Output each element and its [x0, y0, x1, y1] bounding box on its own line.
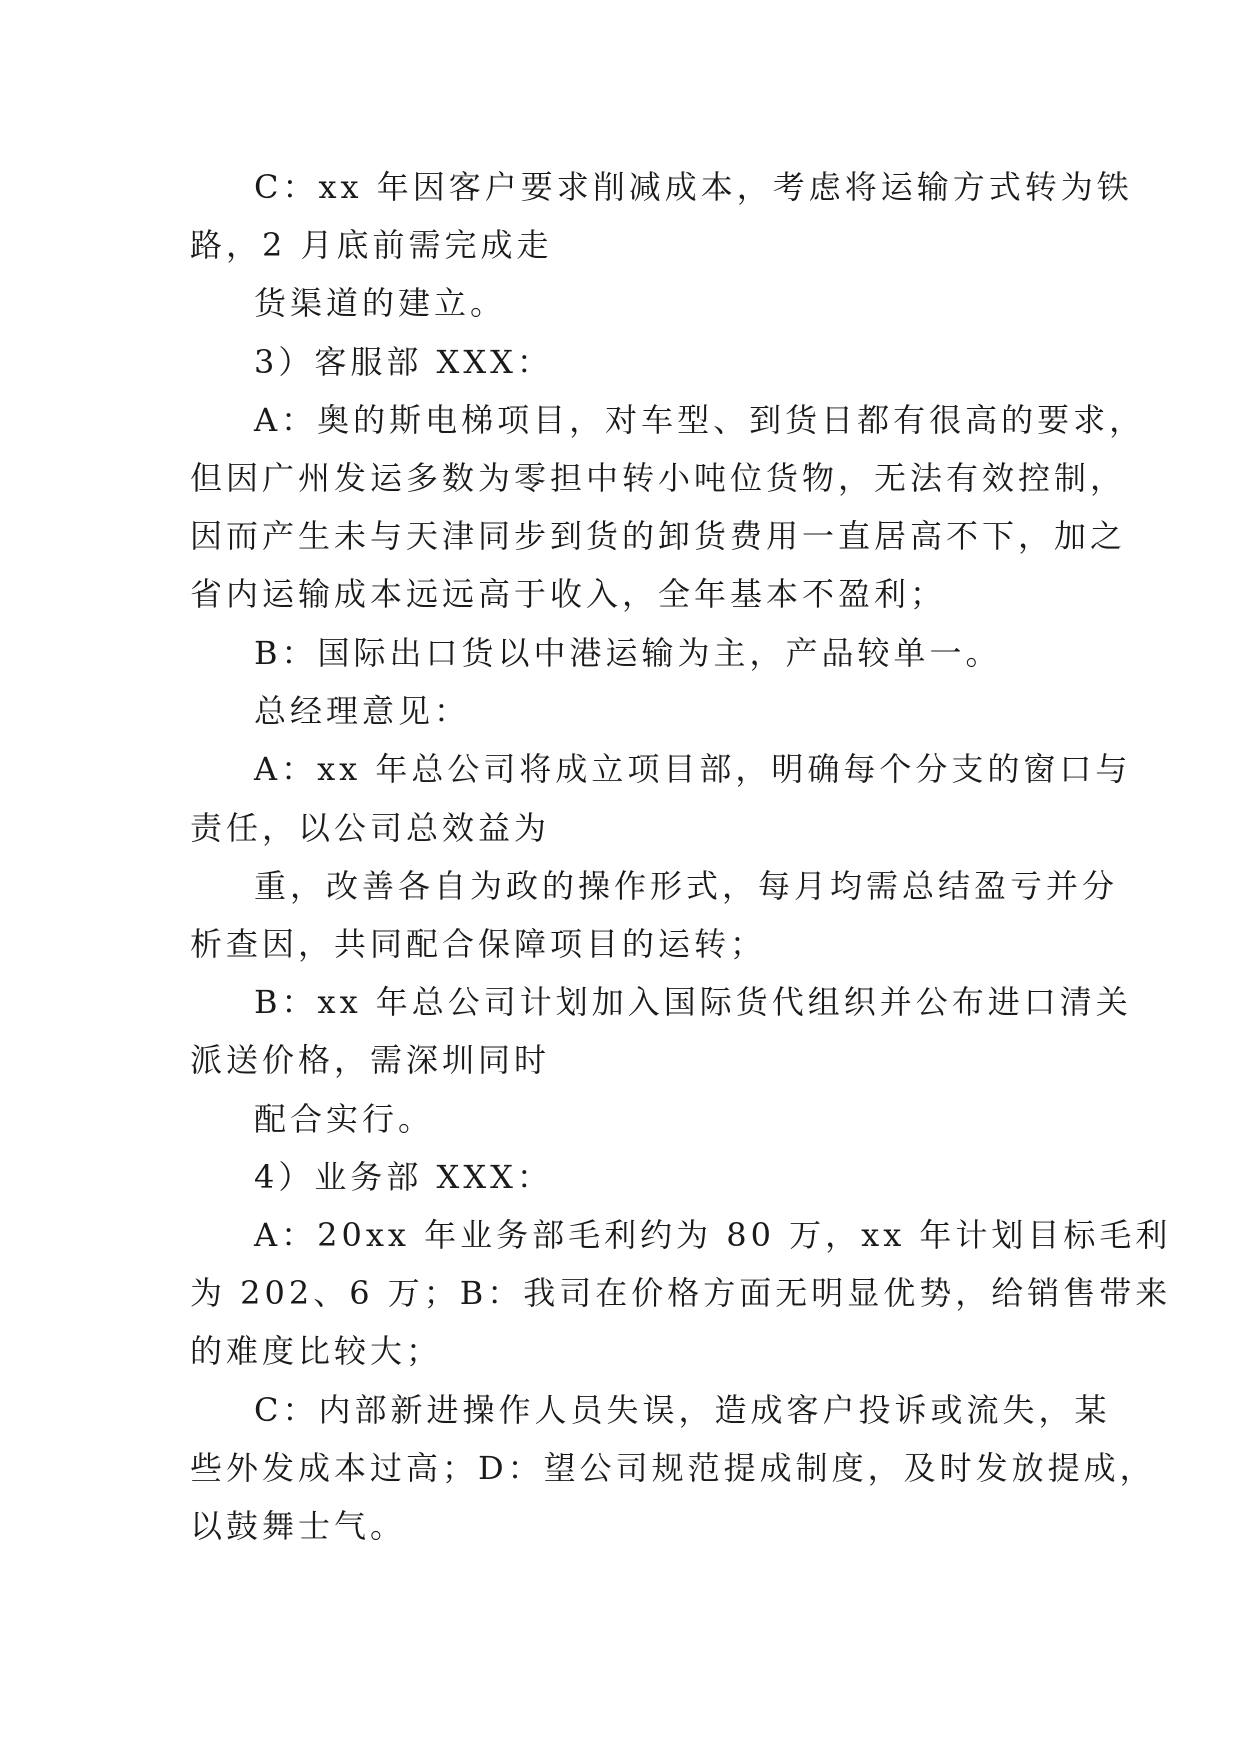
section-heading: 3）客服部 XXX： — [254, 343, 553, 381]
paragraph-line: 但因广州发运多数为零担中转小吨位货物，无法有效控制， — [190, 459, 1127, 497]
paragraph-line: 因而产生未与天津同步到货的卸货费用一直居高不下，加之 — [190, 517, 1127, 555]
paragraph-line: B：国际出口货以中港运输为主，产品较单一。 — [254, 634, 1002, 672]
paragraph-line: 为 202、6 万；B：我司在价格方面无明显优势，给销售带来 — [190, 1274, 1172, 1312]
paragraph-line: 责任，以公司总效益为 — [190, 809, 551, 847]
paragraph-line: 析查因，共同配合保障项目的运转； — [190, 925, 767, 963]
paragraph-line: B：xx 年总公司计划加入国际货代组织并公布进口清关 — [254, 983, 1132, 1021]
paragraph-line: C：内部新进操作人员失误，造成客户投诉或流失，某 — [254, 1391, 1111, 1429]
paragraph-line: C：xx 年因客户要求削减成本，考虑将运输方式转为铁 — [254, 168, 1133, 206]
paragraph-line: 派送价格，需深圳同时 — [190, 1041, 551, 1079]
paragraph-line: 些外发成本过高；D：望公司规范提成制度，及时发放提成， — [190, 1449, 1156, 1487]
paragraph-line: A：奥的斯电梯项目，对车型、到货日都有很高的要求， — [254, 401, 1146, 439]
paragraph-line: 重，改善各自为政的操作形式，每月均需总结盈亏并分 — [254, 867, 1119, 905]
paragraph-line: A：20xx 年业务部毛利约为 80 万，xx 年计划目标毛利 — [254, 1216, 1172, 1254]
section-heading: 4）业务部 XXX： — [254, 1158, 553, 1196]
paragraph-line: 配合实行。 — [254, 1100, 435, 1138]
section-heading: 总经理意见： — [254, 692, 471, 730]
paragraph-line: A：xx 年总公司将成立项目部，明确每个分支的窗口与 — [254, 750, 1132, 788]
paragraph-line: 货渠道的建立。 — [254, 284, 507, 322]
paragraph-line: 的难度比较大； — [190, 1332, 443, 1370]
paragraph-line: 省内运输成本远远高于收入，全年基本不盈利； — [190, 575, 947, 613]
paragraph-line: 以鼓舞士气。 — [190, 1507, 407, 1545]
paragraph-line: 路，2 月底前需完成走 — [190, 226, 553, 264]
